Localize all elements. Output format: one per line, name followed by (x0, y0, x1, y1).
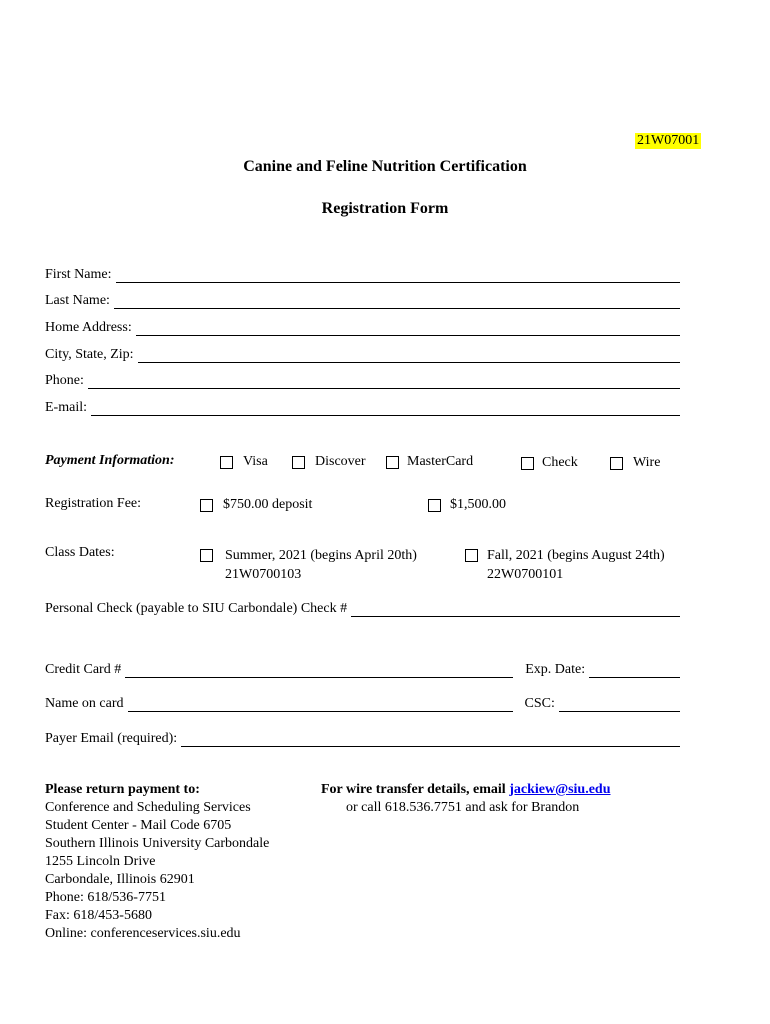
personal-check-row (45, 597, 680, 617)
home-address-field[interactable] (136, 321, 680, 336)
mastercard-label: MasterCard (407, 454, 474, 469)
personal-check-label: Personal Check (payable to SIU Carbondale) Check # (45, 601, 348, 616)
phone-field[interactable] (88, 374, 680, 389)
full-fee-checkbox[interactable] (428, 499, 441, 512)
wire-checkbox[interactable] (610, 457, 623, 470)
payer-email-row (45, 727, 680, 747)
home-address-row (45, 316, 680, 336)
last-name-label: Last Name: (45, 293, 110, 308)
class-option-summer[interactable] (200, 546, 417, 584)
payer-email-field[interactable] (181, 732, 680, 747)
wire-call-text: or call 618.536.7751 and ask for Brandon (346, 800, 580, 815)
payment-option-mastercard[interactable] (386, 454, 473, 470)
return-line: Phone: 618/536-7751 (45, 890, 166, 905)
name-on-card-field[interactable] (128, 697, 513, 712)
visa-label: Visa (243, 454, 268, 469)
return-line: Fax: 618/453-5680 (45, 908, 152, 923)
form-code-badge: 21W07001 (637, 133, 700, 148)
summer-dates: Summer, 2021 (begins April 20th) (225, 548, 417, 563)
payment-option-discover[interactable] (292, 454, 366, 470)
return-line: Southern Illinois University Carbondale (45, 836, 270, 851)
city-state-zip-field[interactable] (138, 348, 680, 363)
fee-option-full[interactable] (428, 497, 506, 513)
credit-card-label: Credit Card # (45, 662, 122, 677)
check-number-field[interactable] (351, 602, 680, 617)
city-state-zip-label: City, State, Zip: (45, 347, 134, 362)
class-option-fall[interactable] (465, 546, 665, 584)
deposit-checkbox[interactable] (200, 499, 213, 512)
summer-code: 21W0700103 (225, 567, 302, 582)
deposit-label: $750.00 deposit (223, 497, 313, 512)
payment-option-check[interactable] (521, 455, 578, 471)
name-on-card-row (45, 692, 680, 712)
return-line: Conference and Scheduling Services (45, 800, 251, 815)
check-checkbox[interactable] (521, 457, 534, 470)
return-heading: Please return payment to: (45, 782, 200, 797)
email-label: E-mail: (45, 400, 87, 415)
fee-option-deposit[interactable] (200, 497, 312, 513)
return-line: Student Center - Mail Code 6705 (45, 818, 232, 833)
form-subtitle: Registration Form (321, 200, 449, 217)
fall-dates: Fall, 2021 (begins August 24th) (487, 548, 665, 563)
wire-label: Wire (633, 455, 661, 470)
last-name-row (45, 289, 680, 309)
payer-email-label: Payer Email (required): (45, 731, 178, 746)
csc-field[interactable] (559, 697, 680, 712)
email-field[interactable] (91, 401, 680, 416)
return-line: 1255 Lincoln Drive (45, 854, 156, 869)
full-fee-label: $1,500.00 (450, 497, 506, 512)
name-on-card-label: Name on card (45, 696, 124, 711)
wire-email-link[interactable]: jackiew@siu.edu (509, 782, 611, 797)
wire-transfer-block (321, 781, 611, 817)
payment-option-visa[interactable] (220, 454, 268, 470)
phone-label: Phone: (45, 373, 84, 388)
summer-checkbox[interactable] (200, 549, 213, 562)
fall-checkbox[interactable] (465, 549, 478, 562)
registration-fee-label: Registration Fee: (45, 496, 142, 511)
return-line: Carbondale, Illinois 62901 (45, 872, 195, 887)
payment-option-wire[interactable] (610, 455, 660, 471)
first-name-label: First Name: (45, 267, 112, 282)
first-name-field[interactable] (116, 268, 681, 283)
home-address-label: Home Address: (45, 320, 132, 335)
phone-row (45, 369, 680, 389)
last-name-field[interactable] (114, 294, 680, 309)
wire-transfer-text: For wire transfer details, email (321, 782, 506, 797)
csc-label: CSC: (524, 696, 555, 711)
form-title: Canine and Feline Nutrition Certification (243, 158, 527, 175)
exp-date-label: Exp. Date: (525, 662, 586, 677)
credit-card-row (45, 658, 680, 678)
class-dates-label: Class Dates: (45, 545, 115, 560)
first-name-row (45, 263, 680, 283)
fall-code: 22W0700101 (487, 567, 564, 582)
check-label: Check (542, 455, 578, 470)
city-state-zip-row (45, 343, 680, 363)
mastercard-checkbox[interactable] (386, 456, 399, 469)
credit-card-field[interactable] (125, 663, 513, 678)
email-row (45, 396, 680, 416)
return-address-block (45, 781, 269, 943)
discover-label: Discover (315, 454, 366, 469)
visa-checkbox[interactable] (220, 456, 233, 469)
discover-checkbox[interactable] (292, 456, 305, 469)
payment-info-label: Payment Information: (45, 453, 175, 468)
exp-date-field[interactable] (589, 663, 680, 678)
return-line: Online: conferenceservices.siu.edu (45, 926, 241, 941)
